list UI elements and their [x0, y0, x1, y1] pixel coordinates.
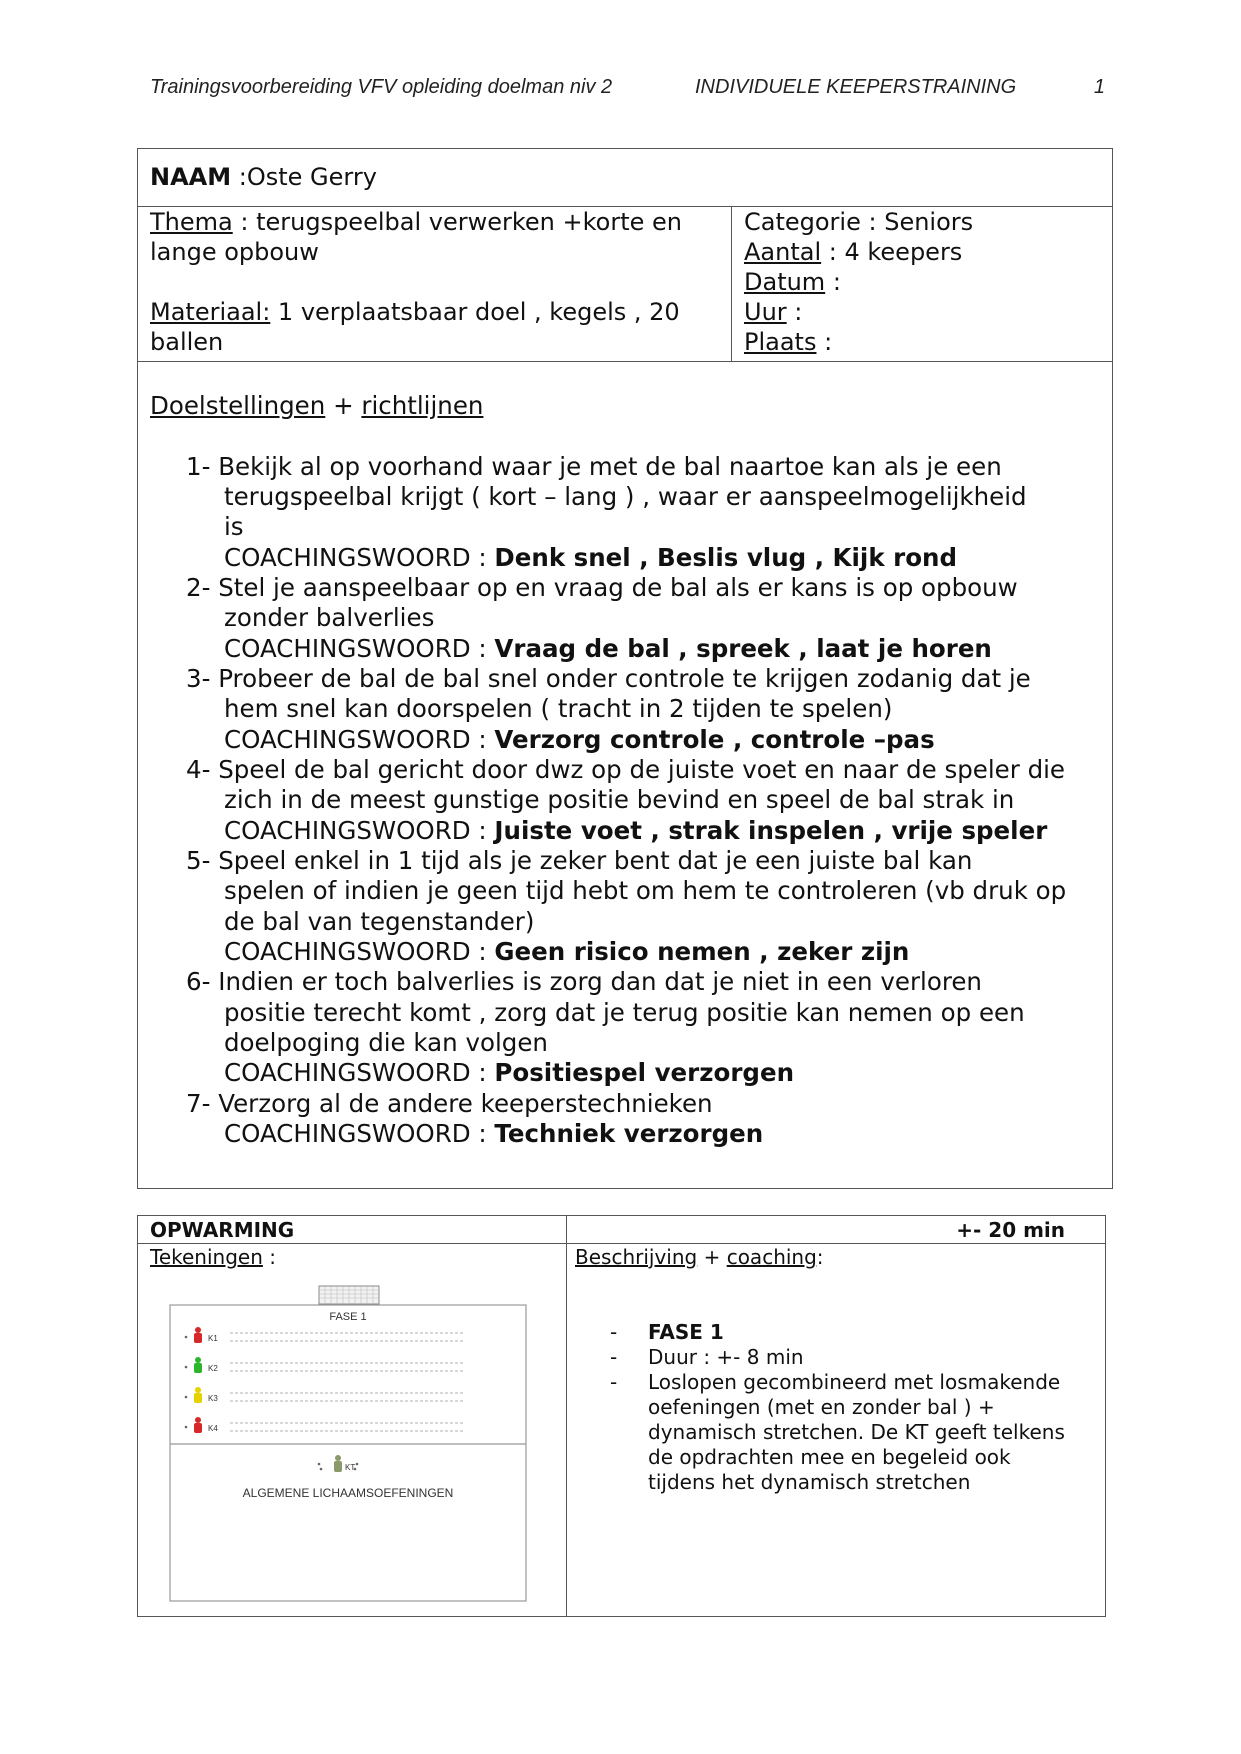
goal-line: positie terecht komt , zorg dat je terug positie kan nemen op een: [224, 998, 1025, 1027]
materiaal-line-2: ballen: [150, 328, 224, 356]
bullet-text: FASE 1: [648, 1320, 724, 1344]
info-right-cell: [732, 206, 1112, 361]
opwarming-title: OPWARMING: [150, 1218, 295, 1242]
coaching-heading: coaching: [726, 1245, 817, 1269]
coaching-label: COACHINGSWOORD :: [224, 543, 495, 572]
warmup-diagram: [168, 1284, 530, 1604]
keeper-label: K3: [208, 1394, 218, 1403]
opwarming-time: +- 20 min: [956, 1218, 1065, 1242]
coaching-suffix: :: [816, 1245, 824, 1269]
main-table: [137, 148, 1113, 1189]
materiaal-value: 1 verplaatsbaar doel , kegels , 20: [270, 298, 680, 326]
goals-title-b: richtlijnen: [361, 391, 484, 420]
phase-label: FASE 1: [329, 1311, 367, 1323]
goals-title-a: Doelstellingen: [150, 391, 326, 420]
coaching-word: Vraag de bal , spreek , laat je horen: [494, 634, 992, 663]
bullet-text: Loslopen gecombineerd met losmakende oefeningen (met en zonder bal ) + dynamisch stretchen. De KT geeft telkens de opdrachten mee en begeleid ook tijdens het dynamisch stretchen: [648, 1370, 1065, 1494]
goal-line: 7- Verzorg al de andere keeperstechnieken: [186, 1089, 713, 1118]
naam-label: NAAM: [150, 163, 232, 191]
bullet-dash: -: [610, 1345, 618, 1369]
datum-line: [744, 267, 841, 297]
materiaal-label: Materiaal:: [150, 298, 271, 326]
goals-section: [138, 361, 1112, 1188]
keeper-label: K4: [208, 1424, 218, 1433]
thema-line-2: lange opbouw: [150, 238, 319, 266]
page-header: [150, 76, 1105, 102]
goal-line: 4- Speel de bal gericht door dwz op de juiste voet en naar de speler die: [186, 755, 1066, 784]
tekeningen-suffix: :: [262, 1245, 276, 1269]
coaching-word: Geen risico nemen , zeker zijn: [494, 937, 910, 966]
coaching-line: [224, 725, 935, 755]
coaching-word: Juiste voet , strak inspelen , vrije speler: [494, 816, 1048, 845]
aantal-label: Aantal: [744, 238, 822, 266]
bottom-label: ALGEMENE LICHAAMSOEFENINGEN: [242, 1486, 454, 1500]
keeper-label: K2: [208, 1364, 218, 1373]
goal-line: 3- Probeer de bal de bal snel onder controle te krijgen zodanig dat je: [186, 664, 1031, 693]
coaching-word: Techniek verzorgen: [494, 1119, 764, 1148]
coaching-line: [224, 1119, 763, 1149]
coaching-word: Denk snel , Beslis vlug , Kijk rond: [494, 543, 958, 572]
header-title: Trainingsvoorbereiding VFV opleiding doelman niv 2: [150, 76, 613, 98]
tekeningen-label-line: [150, 1245, 276, 1270]
goal-line: zonder balverlies: [224, 603, 435, 632]
header-subtitle: INDIVIDUELE KEEPERSTRAINING: [695, 76, 1017, 98]
coaching-label: COACHINGSWOORD :: [224, 1058, 495, 1087]
info-row: [138, 206, 1112, 362]
naam-text: [150, 163, 377, 191]
plus-sign: +: [697, 1245, 727, 1269]
tekeningen-label: Tekeningen: [150, 1245, 263, 1269]
goal-line: spelen of indien je geen tijd hebt om hem te controleren (vb druk op: [224, 876, 1067, 905]
plaats-value: :: [816, 328, 833, 356]
bullet-dash: -: [610, 1370, 618, 1394]
naam-row: [138, 149, 1112, 207]
thema-label: Thema: [150, 208, 233, 236]
coaching-label: COACHINGSWOORD :: [224, 725, 495, 754]
goal-line: terugspeelbal krijgt ( kort – lang ) , waar er aanspeelmogelijkheid: [224, 482, 1027, 511]
goal-line: de bal van tegenstander): [224, 907, 535, 936]
thema-line-1: [150, 207, 682, 237]
bullet-text: Duur : +- 8 min: [648, 1345, 804, 1369]
bullet-dash: -: [610, 1320, 618, 1344]
goal-line: hem snel kan doorspelen ( tracht in 2 tijden te spelen): [224, 694, 893, 723]
opwarming-table: [137, 1215, 1106, 1617]
goal-line: doelpoging die kan volgen: [224, 1028, 548, 1057]
coaching-label: COACHINGSWOORD :: [224, 1119, 495, 1148]
beschrijving-label: Beschrijving: [575, 1245, 698, 1269]
thema-cell: [138, 206, 732, 361]
coaching-label: COACHINGSWOORD :: [224, 816, 495, 845]
thema-value: : terugspeelbal verwerken +korte en: [232, 208, 682, 236]
naam-value: :Oste Gerry: [238, 163, 377, 191]
goal-line: zich in de meest gunstige positie bevind en speel de bal strak in: [224, 785, 1015, 814]
goal-line: is: [224, 512, 244, 541]
materiaal-line-1: [150, 297, 680, 327]
coaching-label: COACHINGSWOORD :: [224, 634, 495, 663]
aantal-value: : 4 keepers: [821, 238, 963, 266]
goals-title-plus: +: [325, 391, 362, 420]
goal-line: 2- Stel je aanspeelbaar op en vraag de bal als er kans is op opbouw: [186, 573, 1018, 602]
uur-line: [744, 297, 802, 327]
coaching-line: [224, 816, 1047, 846]
pitch-outline: [170, 1305, 526, 1601]
coaching-line: [224, 937, 909, 967]
coaching-word: Verzorg controle , controle –pas: [494, 725, 935, 754]
coaching-line: [224, 543, 957, 573]
goal-line: 6- Indien er toch balverlies is zorg dan dat je niet in een verloren: [186, 967, 982, 996]
aantal-line: [744, 237, 962, 267]
page-number: 1: [1093, 76, 1105, 98]
keeper-label: K1: [208, 1334, 218, 1343]
uur-value: :: [786, 298, 803, 326]
uur-label: Uur: [744, 298, 787, 326]
goal-line: 5- Speel enkel in 1 tijd als je zeker bent dat je een juiste bal kan: [186, 846, 973, 875]
plaats-label: Plaats: [744, 328, 817, 356]
beschrijving-label-line: [575, 1245, 824, 1270]
coaching-label: COACHINGSWOORD :: [224, 937, 495, 966]
goal-line: 1- Bekijk al op voorhand waar je met de bal naartoe kan als je een: [186, 452, 1002, 481]
categorie-text: Categorie : Seniors: [744, 208, 974, 236]
coaching-word: Positiespel verzorgen: [494, 1058, 795, 1087]
opwarming-header: [138, 1216, 1105, 1244]
goal-icon: [319, 1286, 379, 1304]
plaats-line: [744, 327, 832, 357]
goals-title: [150, 391, 483, 421]
trainer-label: KT: [345, 1463, 356, 1472]
datum-value: :: [825, 268, 841, 296]
column-divider: [566, 1216, 567, 1616]
coaching-line: [224, 634, 992, 664]
coaching-line: [224, 1058, 794, 1088]
datum-label: Datum: [744, 268, 826, 296]
